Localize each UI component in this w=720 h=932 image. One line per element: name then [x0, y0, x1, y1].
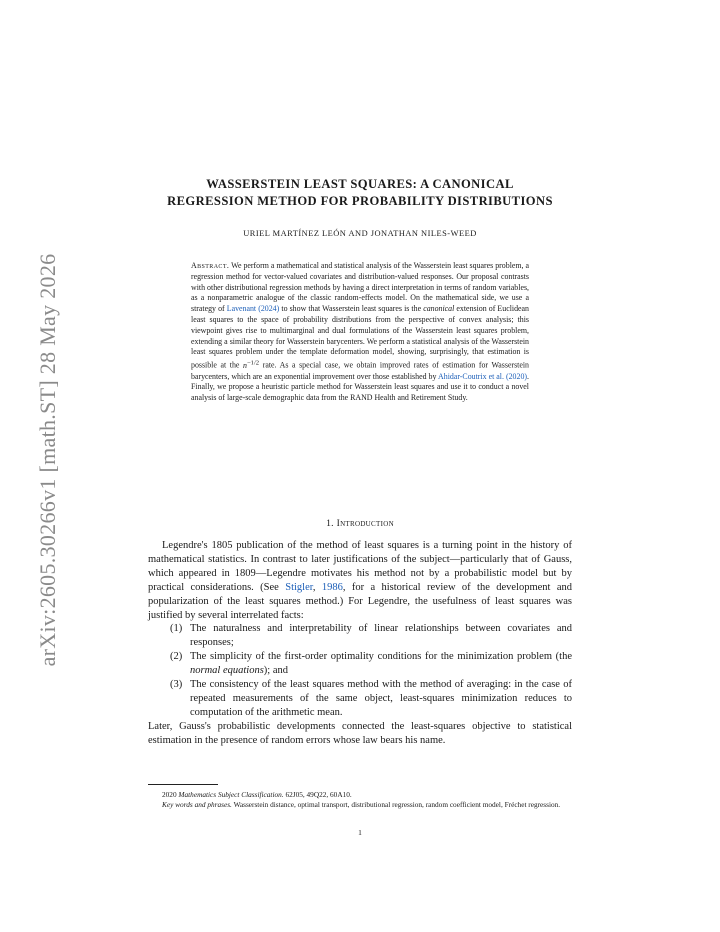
- rate-base: n: [243, 360, 247, 370]
- list-item: [148, 622, 572, 650]
- paper-title-line-1: WASSERSTEIN LEAST SQUARES: A CANONICAL: [206, 177, 514, 191]
- facts-list: [148, 622, 572, 719]
- msc-codes: 62J05, 49Q22, 60A10.: [285, 790, 352, 799]
- arxiv-identifier-stamp: arXiv:2605.30266v1 [math.ST] 28 May 2026: [35, 253, 60, 667]
- msc-label: Mathematics Subject Classification.: [178, 790, 284, 799]
- rate-exponent: −1/2: [246, 359, 260, 367]
- rate-formula: [243, 361, 259, 370]
- msc-year: 2020: [162, 790, 177, 799]
- intro-text-1b: , for a historical review of the development and popularization of the least squares method.) For Legendre, the usefulness of least squares was justified by several interrelated facts:: [148, 581, 573, 621]
- normal-equations-emphasis: normal equations: [190, 665, 264, 677]
- paper-title-line-2: REGRESSION METHOD FOR PROBABILITY DISTRIBUTIONS: [167, 194, 553, 208]
- list-item-text: The simplicity of the first-order optimality conditions for the minimization problem (the: [190, 651, 572, 663]
- page-number: 1: [358, 828, 362, 837]
- keywords-footnote: [148, 800, 572, 810]
- list-item-text-end: ); and: [263, 665, 288, 677]
- section-heading-introduction: 1. Introduction: [326, 518, 394, 529]
- footnote-divider: [148, 784, 218, 785]
- keywords-label: Key words and phrases.: [162, 800, 232, 810]
- list-item-number: (3): [170, 679, 183, 691]
- footnotes: [148, 790, 572, 810]
- list-item-text: The consistency of the least squares method with the method of averaging: in the case of repeated measurements of the same object, least-squares minimization reduces to computation of the arithmetic mean.: [190, 679, 572, 718]
- citation-link-stigler-author[interactable]: Stigler: [285, 581, 313, 593]
- citation-link-ahidar-coutrix[interactable]: Ahidar-Coutrix et al. (2020): [438, 371, 528, 381]
- citation-link-lavenant[interactable]: Lavenant (2024): [226, 304, 280, 314]
- author-list: URIEL MARTÍNEZ LEÓN AND JONATHAN NILES-WEED: [243, 229, 477, 238]
- abstract-heading: Abstract.: [191, 261, 230, 270]
- abstract-text-4: rate. As a special case, we obtain improved rates of estimation for Wasserstein barycenters, which are an exponential improvement over those established by: [191, 360, 529, 381]
- list-item: [148, 650, 572, 678]
- paper-title: [140, 176, 580, 210]
- list-item-number: (2): [170, 651, 183, 663]
- intro-paragraph-1: [148, 539, 572, 622]
- intro-text-1a: Legendre's 1805 publication of the method of least squares is a turning point in the history of mathematical statistics. In contrast to later justifications of the subject—particularly that of Gauss, which appeared in 1809—Legendre motivates his method not by a probabilistic model but by practical considerations. (See: [148, 540, 572, 593]
- citation-separator: ,: [312, 581, 316, 593]
- abstract: [191, 261, 529, 404]
- abstract-emphasis-canonical: canonical: [423, 304, 455, 314]
- citation-link-stigler-year[interactable]: 1986: [321, 581, 343, 593]
- list-item: [148, 678, 572, 720]
- introduction-body: [148, 539, 572, 748]
- list-item-number: (1): [170, 623, 183, 635]
- list-item-text: The naturalness and interpretability of linear relationships between covariates and responses;: [190, 623, 572, 649]
- abstract-text-5: . Finally, we propose a heuristic particle method for Wasserstein least squares and use it to conduct a novel analysis of large-scale demographic data from the RAND Health and Retirement Study.: [191, 371, 529, 403]
- keywords-text: Wasserstein distance, optimal transport, distributional regression, random coefficient model, Fréchet regression.: [233, 800, 561, 810]
- msc-footnote: [148, 790, 572, 800]
- intro-paragraph-2: Later, Gauss's probabilistic developments connected the least-squares objective to statistical estimation in the presence of random errors whose law bears his name.: [148, 720, 572, 746]
- abstract-text-3: extension of Euclidean least squares to the space of probability distributions from the perspective of convex analysis; this viewpoint gives rise to multimarginal and dual formulations of the Wasserstein least squares problem, extending a similar theory for Wasserstein barycenters. We perform a statistical analysis of the Wasserstein least squares problem under the template deformation model, showing, surprisingly, that estimation is possible at the: [191, 304, 529, 370]
- abstract-text-2: to show that Wasserstein least squares is the: [281, 304, 422, 314]
- abstract-text-1: We perform a mathematical and statistical analysis of the Wasserstein least squares problem, a regression method for vector-valued covariates and distribution-valued responses. Our proposal contrasts with other distributional regression methods by having a direct interpretation in terms of random variables, as a nonparametric analogue of the classic random-effects model. On the mathematical side, we use a strategy of: [191, 261, 529, 314]
